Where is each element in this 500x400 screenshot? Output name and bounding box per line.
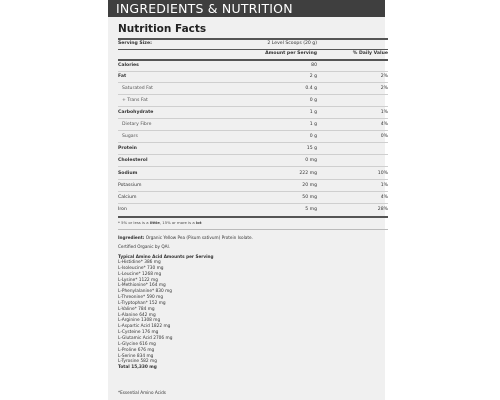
daily-value-footnote	[118, 220, 202, 225]
nutrient-amount: 0 g	[309, 98, 317, 103]
row-divider	[118, 94, 388, 95]
nutrition-facts-title: Nutrition Facts	[118, 23, 207, 35]
nutrient-name: Sodium	[118, 171, 138, 176]
amino-acid-item: L-Valine* 784 mg	[118, 306, 155, 312]
nutrient-dv: 28%	[377, 207, 388, 212]
amino-acid-list	[118, 260, 172, 371]
nutrient-dv: 4%	[380, 122, 388, 127]
serving-rule	[118, 49, 388, 50]
ingredient-line	[118, 235, 253, 240]
amino-acid-item: L-Arginine 1308 mg	[118, 318, 161, 324]
amino-acid-item: L-Tyrosine 582 mg	[118, 359, 157, 365]
amino-acid-item: L-Cysteine 176 mg	[118, 330, 159, 336]
nutrient-name: Potassium	[118, 183, 142, 188]
nutrient-name: Calcium	[118, 195, 137, 200]
nutrient-amount: 2 g	[309, 74, 317, 79]
facts-bottom-rule	[118, 216, 388, 218]
amino-acid-item: L-Leucine* 1268 mg	[118, 271, 162, 277]
amino-acid-item: L-Phenylalanine* 830 mg	[118, 289, 173, 295]
nutrient-dv: 4%	[380, 195, 388, 200]
amino-acid-item: L-Tryptophan* 152 mg	[118, 300, 166, 306]
essential-amino-note: *Essential Amino Acids	[118, 390, 166, 395]
nutrient-amount: 0.4 g	[305, 86, 317, 91]
section-header	[108, 0, 385, 17]
nutrient-dv: 2%	[380, 74, 388, 79]
nutrition-panel	[108, 17, 388, 400]
amino-acid-item: L-Proline 676 mg	[118, 347, 155, 353]
amino-acid-item: L-Histidine* 386 mg	[118, 260, 161, 265]
nutrient-dv: 1%	[380, 110, 388, 115]
amino-acid-item: L-Lysine* 1122 mg	[118, 277, 158, 283]
nutrient-dv: 1%	[380, 183, 388, 188]
certified-text: Certified Organic by QAI.	[118, 244, 171, 249]
footnote-little: little	[149, 220, 160, 225]
section-title: INGREDIENTS & NUTRITION	[116, 1, 293, 16]
nutrient-name: + Trans Fat	[122, 98, 148, 103]
nutrient-name: Cholesterol	[118, 158, 148, 163]
amino-acid-item: L-Glycine 616 mg	[118, 341, 156, 347]
title-rule	[118, 38, 388, 40]
amino-title: Typical Amino Acid Amounts per Serving	[118, 254, 214, 259]
nutrient-amount: 1 g	[309, 122, 317, 127]
footnote-pre: * 5% or less is a	[118, 220, 150, 225]
nutrient-name: Protein	[118, 146, 137, 151]
nutrient-name: Calories	[118, 63, 139, 68]
nutrient-amount: 0 g	[309, 134, 317, 139]
footnote-mid: , 15% or more is a	[159, 220, 196, 225]
ingredient-text: Organic Yellow Pea (Pisum sativum) Protein Isolate.	[144, 235, 253, 240]
row-divider	[118, 118, 388, 119]
nutrient-name: Fat	[118, 74, 127, 79]
amino-acid-item: L-Isoleucine* 730 mg	[118, 265, 164, 271]
nutrient-name: Carbohydrate	[118, 110, 154, 115]
dv-column-header: % Daily Value	[352, 51, 388, 56]
nutrient-name: Dietary Fibre	[122, 122, 152, 127]
row-divider	[118, 166, 388, 167]
amino-acid-item: L-Methionine* 164 mg	[118, 283, 166, 289]
row-divider	[118, 82, 388, 83]
row-divider	[118, 71, 388, 72]
nutrient-dv: 2%	[380, 86, 388, 91]
nutrient-amount: 80	[311, 63, 317, 68]
ingredient-label: Ingredient:	[118, 235, 145, 240]
row-divider	[118, 179, 388, 180]
amino-acid-item: L-Alanine 642 mg	[118, 312, 156, 318]
amino-acid-item: L-Glutamic Acid 2706 mg	[118, 335, 173, 341]
nutrient-dv: 0%	[380, 134, 388, 139]
amino-acid-item: L-Aspartic Acid 1822 mg	[118, 324, 171, 330]
serving-size-label: Serving Size:	[118, 41, 152, 46]
section-divider	[118, 229, 388, 230]
header-rule	[118, 59, 388, 61]
nutrient-name: Iron	[118, 207, 127, 212]
nutrient-amount: 5 mg	[305, 207, 317, 212]
nutrient-amount: 20 mg	[302, 183, 317, 188]
row-divider	[118, 106, 388, 107]
row-divider	[118, 142, 388, 143]
row-divider	[118, 130, 388, 131]
row-divider	[118, 191, 388, 192]
nutrient-amount: 1 g	[309, 110, 317, 115]
amino-acid-item: L-Serine 834 mg	[118, 353, 154, 359]
amount-column-header: Amount per Serving	[265, 51, 317, 56]
amino-acid-item: L-Threonine* 590 mg	[118, 295, 164, 301]
serving-size-value: 2 Level Scoops (20 g)	[267, 41, 317, 46]
nutrient-amount: 222 mg	[299, 171, 317, 176]
nutrient-dv: 10%	[377, 171, 388, 176]
amino-acid-total: Total 15,330 mg	[118, 365, 157, 371]
row-divider	[118, 203, 388, 204]
nutrient-amount: 15 g	[306, 146, 317, 151]
nutrient-name: Sugars	[122, 134, 138, 139]
nutrient-amount: 0 mg	[305, 158, 317, 163]
row-divider	[118, 154, 388, 155]
nutrient-name: Saturated Fat	[122, 86, 153, 91]
nutrient-amount: 50 mg	[302, 195, 317, 200]
footnote-lot: lot	[195, 220, 202, 225]
